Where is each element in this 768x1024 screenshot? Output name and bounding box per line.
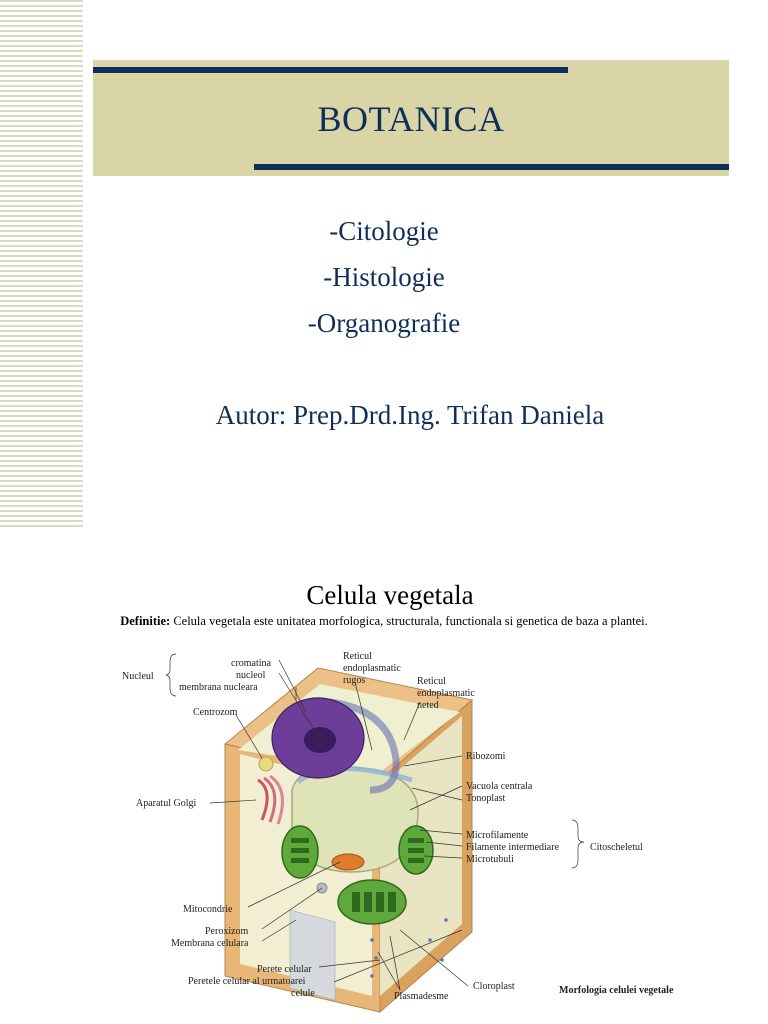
plant-cell-diagram [0,640,768,1024]
label-cromatina: cromatina [231,658,271,669]
author-line: Autor: Prep.Drd.Ing. Trifan Daniela [215,400,605,430]
label-perete-urmator-2: celule [291,988,315,999]
label-nucleol: nucleol [236,670,266,681]
centrosome [259,757,273,771]
label-nucleul: Nucleul [122,671,154,682]
label-reticul-neted-2: endoplasmatic [417,688,475,699]
nucleus-bracket [166,654,176,696]
label-filamente: Filamente intermediare [466,842,560,853]
label-centrozom: Centrozom [193,707,238,718]
label-membrana-celulara: Membrana celulara [171,938,249,949]
label-perete-celular: Perete celular [257,964,312,975]
chloroplast-right [399,826,433,874]
label-citoscheletul: Citoscheletul [590,842,643,853]
label-reticul-rugos-1: Reticul [343,651,372,662]
cell-slide-title: Celula vegetala [306,580,474,610]
chloroplast-left [282,826,318,878]
definition-text: Celula vegetala este unitatea morfologica, structurala, functionala si genetica de baza a plantei. [170,614,648,628]
nucleolus [304,727,336,753]
label-peroxizom: Peroxizom [205,926,249,937]
topic-organografie: -Organografie [307,308,461,338]
label-reticul-rugos-3: rugos [343,675,366,686]
topic-citologie: -Citologie [329,216,439,246]
label-reticul-neted-3: neted [417,700,439,711]
label-reticul-rugos-2: endoplasmatic [343,663,401,674]
cytoskeleton-bracket [572,820,584,868]
title-rule-top [93,67,568,73]
label-mitocondrie: Mitocondrie [183,904,233,915]
label-plasmadesme: Plasmadesme [394,991,449,1002]
label-ribozomi: Ribozomi [466,751,506,762]
title-rule-bottom [254,164,729,170]
label-cloroplast: Cloroplast [473,981,515,992]
cell-slide [0,560,768,1024]
label-tonoplast: Tonoplast [466,793,506,804]
slide-title: BOTANICA [317,99,505,139]
definition-label: Definitie: [120,614,171,628]
mitochondrion [332,854,364,870]
topic-histologie: -Histologie [323,262,445,292]
label-microfilamente: Microfilamente [466,830,529,841]
chloroplast-bottom [338,880,406,924]
diagram-caption: Morfologia celulei vegetale [559,985,674,996]
label-reticul-neted-1: Reticul [417,676,446,687]
label-microtubuli: Microtubuli [466,854,514,865]
label-vacuola: Vacuola centrala [466,781,533,792]
definition-line [0,614,768,629]
label-perete-urmator-1: Peretele celular al urmatoarei [188,976,306,987]
label-membrana-nucleara: membrana nucleara [179,682,258,693]
label-golgi: Aparatul Golgi [136,798,197,809]
